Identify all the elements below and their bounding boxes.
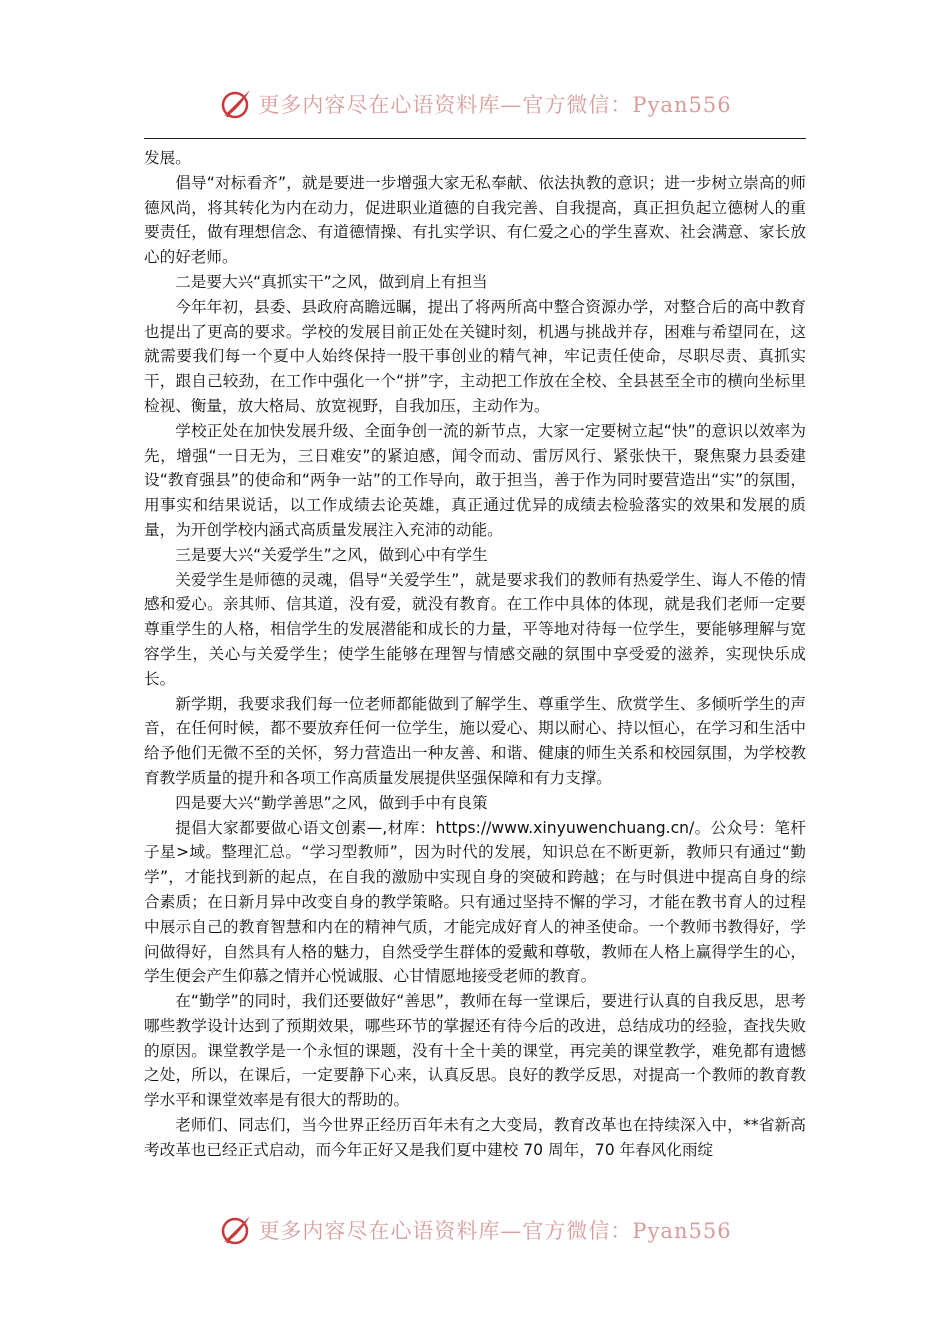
paragraph-4: 学校正处在加快发展升级、全面争创一流的新节点，大家一定要树立起“快”的意识以效率为先，增强“一日无为，三日难安”的紧迫感，闻令而动、雷厉风行、紧张快干，聚焦聚力县委建设“教育强县”的使命和“两争一站”的工作导向，敢于担当，善于作为同时要营造出“实”的氛围，用事实和结果说话，以工作成绩去论英雄，真正通过优异的成绩去检验落实的效果和发展的质量，为开创学校内涵式高质量发展注入充沛的动能。: [144, 421, 806, 539]
section-heading-2: 二是要大兴“真抓实干”之风，做到肩上有担当: [175, 272, 488, 291]
header-divider: [144, 138, 806, 139]
footer-watermark-banner: [0, 1208, 950, 1252]
paragraph-3: 今年年初，县委、县政府高瞻远瞩，提出了将两所高中整合资源办学，对整合后的高中教育也提出了更高的要求。学校的发展目前正处在关键时刻，机遇与挑战并存，困难与希望同在，这就需要我们每一个夏中人始终保持一股干事创业的精气神，牢记责任使命，尽职尽责、真抓实干，跟自己较劲，在工作中强化一个“拼”字，主动把工作放在全校、全县甚至全市的横向坐标里检视、衡量，放大格局、放宽视野，自我加压，主动作为。: [144, 297, 806, 415]
paragraph-6: 新学期，我要求我们每一位老师都能做到了解学生、尊重学生、欣赏学生、多倾听学生的声音，在任何时候，都不要放弃任何一位学生，施以爱心、期以耐心、持以恒心，在学习和生活中给予他们无微不至的关怀，努力营造出一种友善、和谐、健康的师生关系和校园氛围，为学校教育教学质量的提升和各项工作高质量发展提供坚强保障和有力支撑。: [144, 694, 806, 787]
paragraph-5: 关爱学生是师德的灵魂，倡导“关爱学生”，就是要求我们的教师有热爱学生、诲人不倦的情感和爱心。亲其师、信其道，没有爱，就没有教育。在工作中具体的体现，就是我们老师一定要尊重学生的人格，相信学生的发展潜能和成长的力量，平等地对待每一位学生，要能够理解与宽容学生，关心与关爱学生；使学生能够在理智与情感交融的氛围中享受爱的滋养，实现快乐成长。: [144, 570, 806, 688]
document-body: [144, 146, 806, 1163]
paragraph-2: 倡导“对标看齐”，就是要进一步增强大家无私奉献、依法执教的意识；进一步树立崇高的师德风尚，将其转化为内在动力，促进职业道德的自我完善、自我提高，真正担负起立德树人的重要责任，做有理想信念、有道德情操、有扎实学识、有仁爱之心的学生喜欢、社会满意、家长放心的好老师。: [144, 173, 806, 267]
header-watermark-banner: [0, 82, 950, 126]
section-heading-4: 四是要大兴“勤学善思”之风，做到手中有良策: [175, 793, 488, 812]
section-heading-3: 三是要大兴“关爱学生”之风，做到心中有学生: [175, 545, 488, 564]
paragraph-7: 提倡大家都要做心语文创素—,材库：https://www.xinyuwenchuang.cn/。公众号：笔杆子星>域。整理汇总。“学习型教师”，因为时代的发展，知识总在不断更新，教师只有通过“勤学”，才能找到新的起点，在自我的激励中实现自身的突破和跨越；在与时俱进中提高自身的综合素质；在日新月异中改变自身的教学策略。只有通过坚持不懈的学习，才能在教书育人的过程中展示自己的教育智慧和内在的精神气质，才能完成好育人的神圣使命。一个教师书教得好，学问做得好，自然具有人格的魅力，自然受学生群体的爱戴和尊敬，教师在人格上赢得学生的心，学生便会产生仰慕之情并心悦诚服、心甘情愿地接受老师的教育。: [144, 818, 806, 986]
paragraph-1: 发展。: [144, 149, 191, 167]
quill-logo-icon: [218, 1212, 254, 1248]
paragraph-8: 在“勤学”的同时，我们还要做好“善思”，教师在每一堂课后，要进行认真的自我反思，思考哪些教学设计达到了预期效果，哪些环节的掌握还有待今后的改进，总结成功的经验，查找失败的原因。课堂教学是一个永恒的课题，没有十全十美的课堂，再完美的课堂教学，难免都有遗憾之处，所以，在课后，一定要静下心来，认真反思。良好的教学反思，对提高一个教师的教育教学水平和课堂效率是有很大的帮助的。: [144, 992, 806, 1110]
quill-logo-icon: [218, 86, 254, 122]
footer-watermark-text: 更多内容尽在心语资料库—官方微信：Pyan556: [258, 1219, 732, 1243]
paragraph-9: 老师们、同志们，当今世界正经历百年未有之大变局，教育改革也在持续深入中，**省新高考改革也已经正式启动，而今年正好又是我们夏中建校 70 周年，70 年春风化雨绽: [144, 1116, 806, 1159]
header-watermark-text: 更多内容尽在心语资料库—官方微信：Pyan556: [258, 93, 732, 117]
